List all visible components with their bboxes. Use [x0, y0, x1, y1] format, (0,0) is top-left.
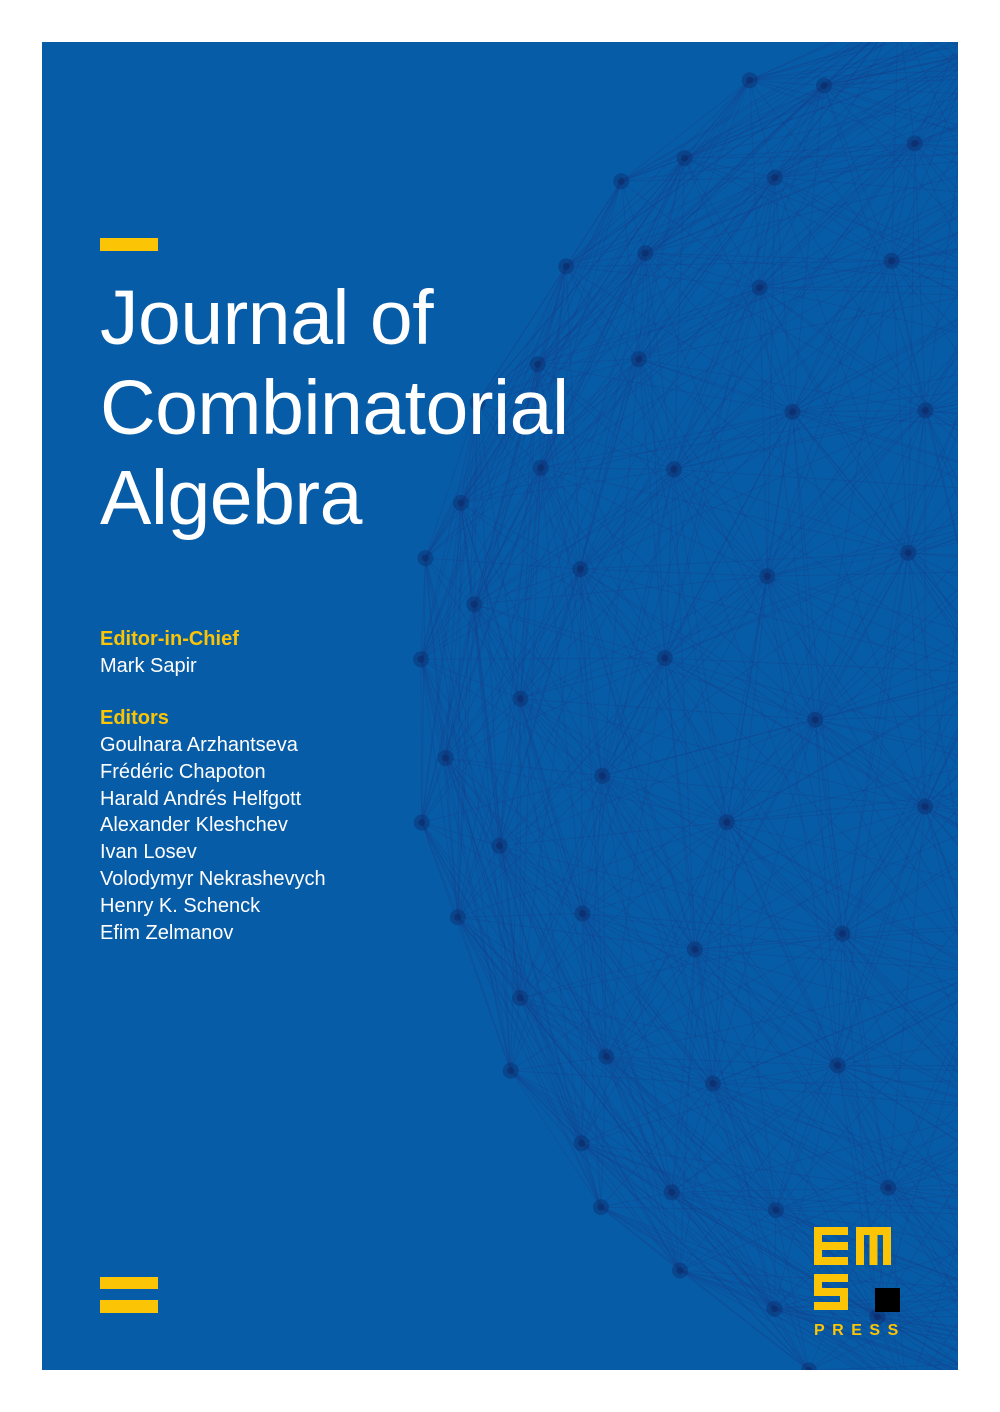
editor-in-chief-name: Mark Sapir [100, 655, 197, 677]
journal-title [100, 273, 569, 543]
journal-cover [42, 42, 958, 1370]
title-accent-dash [100, 238, 158, 251]
editor-name: Volodymyr Nekrashevych [100, 867, 326, 890]
editor-name: Frédéric Chapoton [100, 760, 266, 783]
editor-name: Efim Zelmanov [100, 921, 234, 944]
journal-title-line-1: Journal of [100, 275, 434, 361]
press-wordmark: PRESS [814, 1322, 906, 1339]
equals-bar-top [100, 1277, 158, 1289]
equals-bar-bottom [100, 1300, 158, 1313]
editors-label: Editors [100, 707, 169, 729]
ems-letter-s-icon [814, 1274, 848, 1310]
editor-name: Alexander Kleshchev [100, 814, 288, 837]
ems-press-logo [814, 1227, 906, 1339]
editor-name: Henry K. Schenck [100, 894, 261, 917]
journal-title-line-3: Algebra [100, 455, 362, 541]
editor-in-chief-label: Editor-in-Chief [100, 628, 239, 650]
editors-block [100, 626, 326, 946]
editor-name: Goulnara Arzhantseva [100, 734, 298, 756]
cover-content [42, 42, 958, 1370]
ems-black-square-icon [875, 1288, 900, 1312]
editor-name: Ivan Losev [100, 841, 197, 864]
journal-title-line-2: Combinatorial [100, 365, 569, 451]
ems-letter-e-icon [814, 1227, 848, 1265]
editor-name: Harald Andrés Helfgott [100, 787, 302, 810]
equals-mark-decoration [100, 1277, 158, 1313]
ems-letter-m-icon [856, 1227, 891, 1265]
